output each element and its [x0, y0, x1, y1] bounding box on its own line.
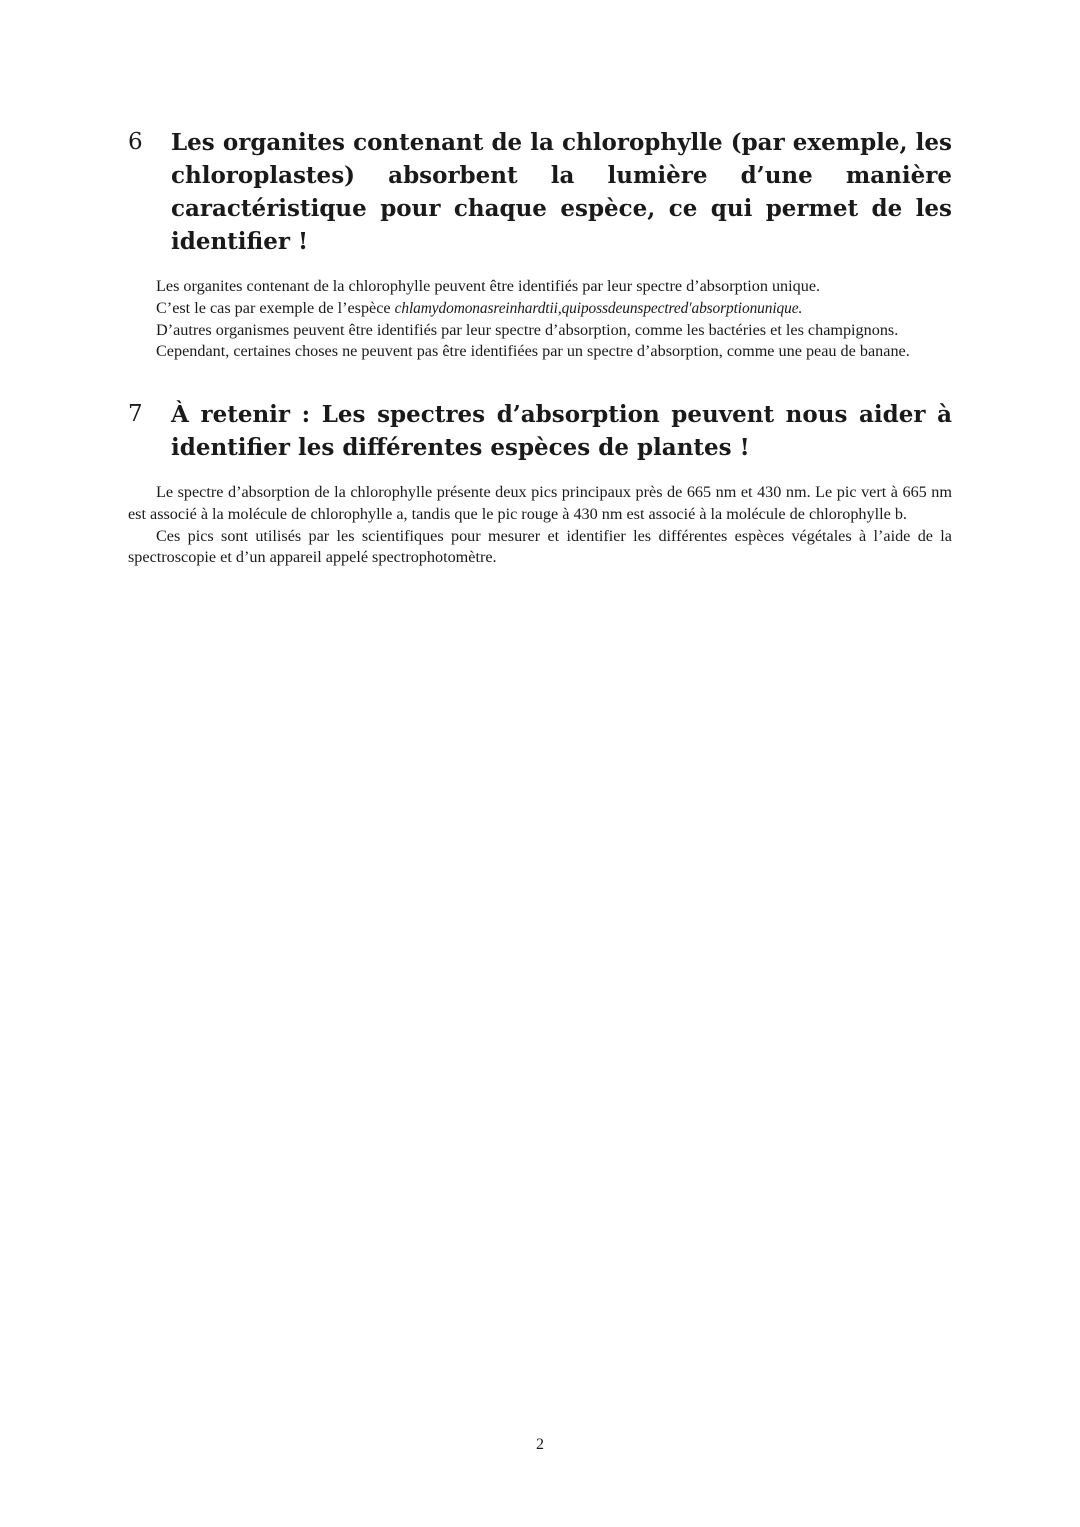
paragraph: Les organites contenant de la chlorophylle peuvent être identifiés par leur spectre d’absorption unique. — [156, 277, 821, 295]
section-7 — [128, 398, 952, 569]
section-body — [128, 276, 952, 363]
paragraph: Ces pics sont utilisés par les scientifiques pour mesurer et identifier les différentes espèces végétales à l’aide de la spectroscopie et d’un appareil appelé spectrophotomètre. — [128, 526, 952, 567]
section-title: À retenir : Les spectres d’absorption peuvent nous aider à identifier les différentes espèces de plantes ! — [171, 401, 952, 461]
italic-species-run: chlamydomonasreinhardtii,quipossdeunspectred′absorptionunique. — [394, 299, 803, 317]
section-heading — [128, 126, 952, 258]
page-number: 2 — [536, 1436, 544, 1453]
paragraph: Cependant, certaines choses ne peuvent pas être identifiées par un spectre d’absorption, comme une peau de banane. — [156, 342, 910, 361]
paragraph: D’autres organismes peuvent être identifiés par leur spectre d’absorption, comme les bactéries et les champignons. — [156, 320, 899, 339]
section-number: 6 — [128, 129, 143, 155]
paragraph: Le spectre d’absorption de la chlorophylle présente deux pics principaux près de 665 nm et 430 nm. Le pic vert à 665 nm est associé à la molécule de chlorophylle a, tandis que le pic rouge à 430 nm est associé à la molécule de chlorophylle b. — [128, 483, 952, 523]
paragraph-with-italic — [128, 298, 952, 320]
section-body — [128, 482, 952, 569]
paragraph-text: C’est le cas par exemple de l’espèce — [156, 298, 391, 317]
section-6 — [128, 126, 952, 363]
section-heading — [128, 398, 952, 464]
section-number: 7 — [128, 401, 143, 427]
section-title: Les organites contenant de la chlorophylle (par exemple, les chloroplastes) absorbent la lumière d’une manière caractéristique pour chaque espèce, ce qui permet de les identifier ! — [171, 129, 952, 255]
